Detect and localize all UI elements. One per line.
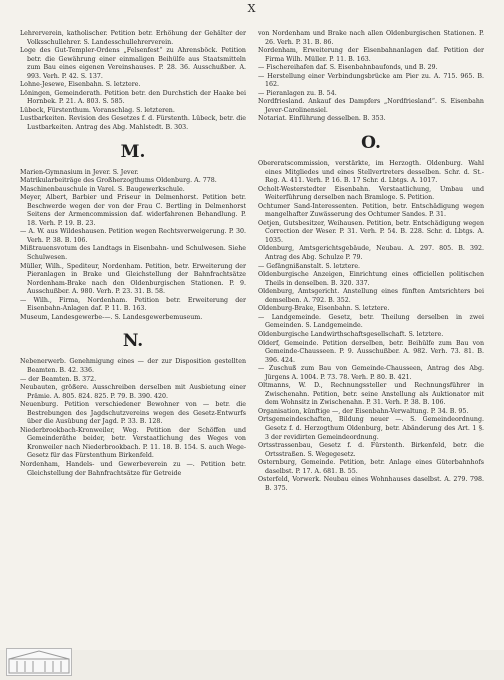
index-entry: Oetjen, Gutsbesitzer, Weihausen. Petition, betr. Entschädigung wegen Correction der Weser. P. 31. Verh. P. 54. B. 228. Schr. d. Lbtgs. A. 1035.: [258, 219, 484, 244]
left-column: [20, 30, 246, 478]
index-entry: — Herstellung einer Verbindungsbrücke am Pier zu. A. 715. 965. B. 162.: [258, 72, 484, 89]
index-entry: Oldenburgische Landwirthschaftsgesellschaft. S. letztere.: [258, 330, 444, 338]
index-entry: — A. W. aus Wildeshausen. Petition wegen Rechtsverweigerung. P. 30. Verh. P. 38. B. 106.: [20, 228, 246, 244]
index-entry: — Fischereihafen daf. S. Eisenbahnbaufonds, und B. 29.: [258, 64, 438, 72]
index-entry: Museum, Landesgewerbe-—. S. Landesgewerbemuseum.: [20, 313, 203, 321]
index-entry: Nordenham, Handels- und Gewerbeverein zu —. Petition betr. Gleichstellung der Bahnfrachtsätze für Getreide: [20, 460, 246, 477]
left-block-3: [20, 358, 246, 478]
index-entry: Nordfriesland. Ankauf des Dampfers „Nordfriesland“. S. Eisenbahn Jever-Carolinensiel.: [258, 98, 484, 114]
index-entry: Neuenburg. Petition verschiedener Bewohner von — betr. die Bestrebungen des Jagdschutzvereins wegen des Gesetz-Entwurfs über die Ausübung der Jagd. P. 33. B. 128.: [20, 401, 246, 426]
page-number: X: [247, 2, 257, 15]
library-building-icon: [6, 648, 72, 676]
index-entry: — der Beamten. B. 372.: [20, 375, 97, 383]
index-entry: Olderf, Gemeinde. Petition derselben, betr. Beihülfe zum Bau von Gemeinde-Chausseen. P. 9. Ausschußber. A. 982. Verh. 73. 81. B. 396. 424.: [258, 339, 484, 364]
right-block-2: [258, 160, 484, 493]
index-entry: von Nordenham und Brake nach allen Oldenburgischen Stationen. P. 26. Verh. P. 31. B. 86.: [258, 30, 484, 46]
index-entry: Lustbarkeiten. Revision des Gesetzes f. d. Fürstenth. Lübeck, betr. die Lustbarkeiten. Antrag des Abg. Mahlstedt. B. 303.: [20, 115, 246, 132]
section-heading-o: O.: [361, 133, 381, 154]
index-entry: Ochtumer Sand-Interessenten. Petition, betr. Entschädigung wegen mangelhafter Zuwässerung des Ochtumer Sandes. P. 31.: [258, 202, 484, 219]
index-entry: Oldenburgische Anzeigen, Einrichtung eines officiellen politischen Theils in denselben. B. 320. 337.: [258, 271, 484, 287]
index-entry: Lehrerverein, katholischer. Petition betr. Erhöhung der Gehälter der Volksschullehrer. S. Landesschullehrerverein.: [20, 30, 246, 46]
right-block-1: [258, 30, 484, 124]
index-entry: — Gefängnißanstalt. S. letztere.: [258, 262, 361, 270]
section-heading-m: M.: [120, 141, 146, 162]
index-entry: Ortsgemeindeschaften, Bildung neuer —. S. Gemeindeordnung. Gesetz f. d. Herzogthum Oldenburg, betr. Abänderung des Art. 1 §. 3 der revidirten Gemeindeordnung.: [258, 416, 484, 441]
index-entry: — Wilh., Firma, Nordenham. Petition betr. Erweiterung der Eisenbahn-Anlagen daf. P. 11. B. 163.: [20, 296, 246, 313]
index-entry: Nebenerwerb. Genehmigung eines — der zur Disposition gestellten Beamten. B. 42. 336.: [20, 358, 246, 374]
index-entry: Matrikularbeiträge des Großherzogthums Oldenburg. A. 778.: [20, 177, 217, 185]
footer-band: [0, 650, 504, 680]
index-entry: Löningen, Gemeinderath. Petition betr. den Durchstich der Haake bei Hornbek. P. 21. A. 803. S. 585.: [20, 89, 246, 106]
index-entry: Maschinenbauschule in Varel. S. Baugewerkschule.: [20, 185, 185, 193]
index-entry: Meyer, Albert, Barbier und Friseur in Delmenhorst. Petition betr. Beschwerde wegen der von der Frau C. Bertling in Delmenhorst Seitens der Armencommission daf. widerfahrenen Behandlung. P. 18. Verh. P. 19. B. 23.: [20, 194, 246, 227]
index-entry: Obereratscommission, verstärkte, im Herzogth. Oldenburg. Wahl eines Mitgliedes und eines Stellvertreters desselben. Schr. d. St.-Reg. A. 411. Verh. P. 16. B. 17 Schr. d. Lbtgs. A. 1017.: [258, 160, 484, 185]
index-entry: Lübeck, Fürstenthum. Voranschlag. S. letzteren.: [20, 106, 175, 114]
index-entry: Müller, Wilh., Spediteur, Nordenham. Petition, betr. Erweiterung der Pieranlagen in Brake und Gleichstellung der Bahnfrachtsätze Nordenham-Brake nach den Oldenburgischen Stationen. P. 9. Ausschußber. A. 980. Verh. P. 23. 31. B. 58.: [20, 262, 246, 296]
index-entry: Loge des Gut-Templer-Ordens „Felsenfest“ zu Ahrensböck. Petition betr. die Gewährung einer einmaligen Beihülfe aus Staatsmitteln zum Bau eines eigenen Vereinshauses. P. 28. 36. Ausschußber. A. 993. Verh. P. 42. S. 137.: [20, 47, 246, 80]
index-entry: — Pieranlagen zu. B. 54.: [258, 89, 337, 97]
left-block-2: [20, 169, 246, 323]
index-entry: Nordenham, Erweiterung der Eisenbahnanlagen daf. Petition der Firma Wilh. Müller. P. 11. B. 163.: [258, 47, 484, 63]
index-entry: — Landgemeinde. Gesetz, betr. Theilung derselben in zwei Gemeinden. S. Landgemeinde.: [258, 313, 484, 330]
index-entry: Ocholt-Westerstedter Eisenbahn. Verstaatlichung, Umbau und Weiterführung derselben nach Bramloge. S. Petition.: [258, 185, 484, 202]
index-entry: Organisation, künftige —, der Eisenbahn-Verwaltung. P. 34. B. 95.: [258, 407, 469, 415]
index-entry: Mißtrauensvotum des Landtags in Eisenbahn- und Schulwesen. Siehe Schulwesen.: [20, 245, 246, 262]
index-entry: Oldenburg-Brake, Eisenbahn. S. letztere.: [258, 305, 390, 313]
index-entry: Osterfeld, Vorwerk. Neubau eines Wohnhauses daselbst. A. 279. 798. B. 375.: [258, 476, 484, 492]
index-entry: Oldenburg, Amtsgericht. Anstellung eines fünften Amtsrichters bei demselben. A. 792. B. 352.: [258, 288, 484, 304]
index-entry: Oldenburg, Amtsgerichtsgebäude, Neubau. A. 297. 805. B. 392. Antrag des Abg. Schulze P. 79.: [258, 245, 484, 262]
left-block-1: [20, 30, 246, 133]
index-entry: Marien-Gymnasium in Jever. S. Jever.: [20, 168, 139, 176]
index-entry: Ortsstrassenbau, Gesetz f. d. Fürstenth. Birkenfeld, betr. die Ortsstraßen. S. Wegegesetz.: [258, 442, 484, 458]
index-entry: — Zuschuß zum Bau von Gemeinde-Chausseen, Antrag des Abg. Jürgens A. 1004. P. 73. 78. Verh. P. 80. B. 421.: [258, 365, 484, 381]
right-column: [258, 30, 484, 493]
section-heading-n: N.: [122, 331, 144, 352]
index-entry: Osternburg, Gemeinde. Petition, betr. Anlage eines Güterbahnhofs daselbst. P. 17. A. 681. B. 55.: [258, 459, 484, 475]
index-entry: Niederbrookbach-Kronweiler, Weg. Petition der Schöffen und Gemeinderäthe beider, betr. Verstaatlichung des Weges von Kronweiler nach Niederbrookbach. P. 11. 18. B. 154. S. auch Wege-Gesetz für das Fürstenthum Birkenfeld.: [20, 426, 246, 460]
index-entry: Neubauten, größere. Ausschreiben derselben mit Ausbietung einer Prämie. A. 805. 824. 825. P. 79. B. 390. 420.: [20, 384, 246, 400]
index-entry: Lohne-Jesewe, Eisenbahn. S. letztere.: [20, 81, 141, 89]
index-entry: Oltmanns, W. D., Rechnungssteller und Rechnungsführer in Zwischenahn. Petition, betr. seine Anstellung als Auktionator mit dem Wohnsitz in Zwischenahn. P. 31. Verh. P. 38. B. 106.: [258, 382, 484, 407]
index-entry: Notariat. Einführung desselben. B. 353.: [258, 115, 386, 123]
